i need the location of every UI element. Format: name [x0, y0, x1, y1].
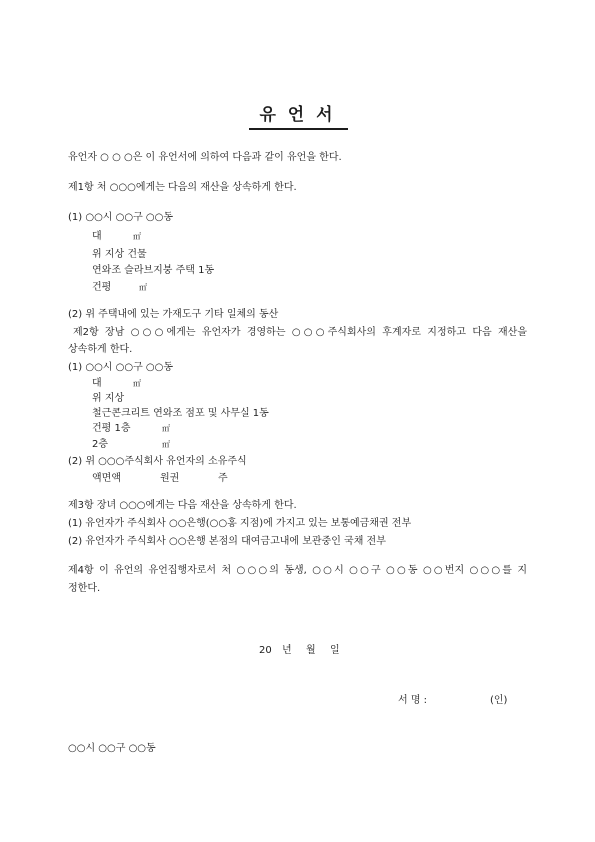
area-unit: ㎡	[133, 379, 141, 388]
area-unit: ㎡	[162, 424, 170, 433]
signature-label: 서 명 :	[398, 695, 428, 706]
article2-building-structure: 철근콘크리트 연와조 점포 및 사무실 1동	[92, 408, 269, 419]
article1-heading: 제1항 처 ○○○에게는 다음의 재산을 상속하게 한다.	[68, 182, 297, 193]
article1-land-row	[92, 230, 152, 243]
floor2-label: 2층	[92, 439, 109, 450]
intro-sentence: 유언자 ○ ○ ○은 이 유언서에 의하여 다음과 같이 유언을 한다.	[68, 152, 342, 163]
article2-floor1-row	[92, 422, 182, 435]
article1-item2: (2) 위 주택내에 있는 가재도구 기타 일체의 동산	[68, 309, 279, 320]
article3-item1: (1) 유언자가 주식회사 ○○은행(○○홍 지점)에 가지고 있는 보통예금채권 전부	[68, 518, 412, 529]
testator-address: ○○시 ○○구 ○○동	[68, 743, 156, 754]
area-unit: ㎡	[162, 440, 170, 449]
area-unit: ㎡	[139, 283, 147, 292]
article2-heading-line2: 상속하게 한다.	[68, 344, 133, 355]
land-label: 대	[92, 231, 102, 242]
floor1-label: 건평 1층	[92, 423, 131, 434]
article1-floor-area-row	[92, 281, 152, 294]
area-unit: ㎡	[133, 232, 141, 241]
article1-building-structure: 연와조 슬라브지붕 주택 1동	[92, 265, 215, 276]
article4-heading-line1: 제4항 이 유언의 유언집행자로서 처 ○○○의 동생, ○○시 ○○구 ○○동 ○○번지 ○○○를 지	[68, 565, 527, 576]
article2-floor2-row	[92, 438, 182, 451]
article1-item1: (1) ○○시 ○○구 ○○동	[68, 212, 174, 223]
date-day-unit: 일	[330, 645, 340, 656]
article3-heading: 제3항 장녀 ○○○에게는 다음 재산을 상속하게 한다.	[68, 500, 297, 511]
floor-area-label: 건평	[92, 282, 112, 293]
article2-shares-row	[92, 472, 242, 485]
title-underline	[249, 128, 348, 130]
seal-mark: (인)	[490, 695, 508, 706]
land-label: 대	[92, 378, 102, 389]
article2-item2: (2) 위 ○○○주식회사 유언자의 소유주식	[68, 456, 247, 467]
signature-line	[398, 694, 528, 707]
article2-item1: (1) ○○시 ○○구 ○○동	[68, 362, 174, 373]
share-unit: 주	[218, 473, 228, 484]
face-value-label: 액면액	[92, 473, 121, 484]
won-unit: 원권	[160, 473, 180, 484]
article2-building-on-land: 위 지상	[92, 393, 125, 404]
date-line	[259, 644, 349, 657]
article1-building-on-land: 위 지상 건물	[92, 249, 147, 260]
article3-item2: (2) 유언자가 주식회사 ○○은행 본점의 대여금고내에 보관중인 국채 전부	[68, 536, 386, 547]
article4-heading-line2: 정한다.	[68, 583, 101, 594]
article2-heading-line1: 제2항 장남 ○○○에게는 유언자가 경영하는 ○○○주식회사의 후계자로 지정하고 다음 재산을	[73, 327, 527, 338]
date-month-unit: 월	[306, 645, 316, 656]
date-year-unit: 년	[282, 645, 292, 656]
article2-land-row	[92, 377, 152, 390]
date-year-prefix: 20	[259, 645, 272, 656]
document-title: 유 언 서	[259, 105, 336, 125]
